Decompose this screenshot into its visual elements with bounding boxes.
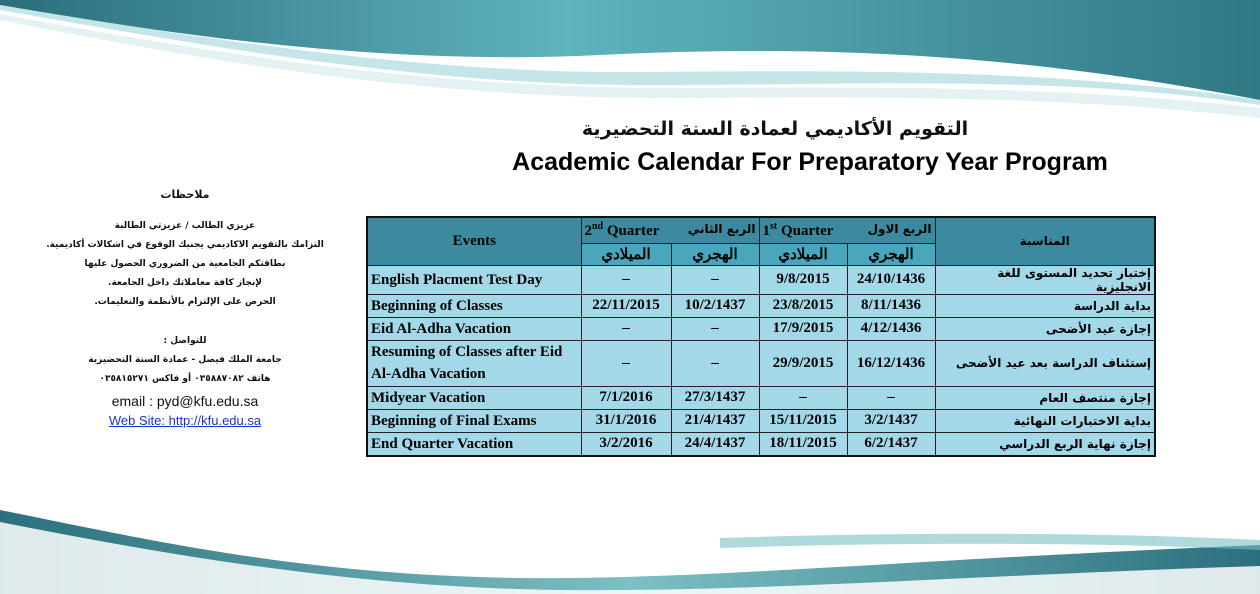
q1-hijri-cell: – — [847, 386, 935, 409]
note-line: بطاقتكم الجامعية من الضروري الحصول عليها — [84, 259, 286, 269]
table-row — [367, 265, 1155, 294]
q1-gregorian-cell: 17/9/2015 — [759, 317, 847, 340]
second-quarter-header: 2nd Quarter الربع الثاني — [581, 217, 759, 243]
note-line: الحرص على الإلتزام بالأنظمة والتعليمات. — [94, 297, 276, 307]
table-row — [367, 386, 1155, 409]
phone-fax: هاتف ٠٣٥٨٨٧٠٨٢ أو فاكس ٠٣٥٨١٥٢٧١ — [99, 374, 271, 384]
university-name: جامعة الملك فيصل - عمادة السنة التحضيرية — [88, 355, 282, 365]
occasion-header: المناسبة — [935, 217, 1155, 265]
q1-gregorian-header: الميلادي — [759, 243, 847, 265]
q2-hijri-cell: 27/3/1437 — [671, 386, 759, 409]
note-line: عزيزي الطالب / عزيزتي الطالبة — [114, 221, 256, 231]
q2-hijri-cell: – — [671, 317, 759, 340]
q1-hijri-header: الهجري — [847, 243, 935, 265]
table-row — [367, 317, 1155, 340]
q2-gregorian-cell: 7/1/2016 — [581, 386, 671, 409]
q1-hijri-cell: 8/11/1436 — [847, 294, 935, 317]
q1-gregorian-cell: 23/8/2015 — [759, 294, 847, 317]
q1-hijri-cell: 24/10/1436 — [847, 265, 935, 294]
q2-gregorian-cell: – — [581, 265, 671, 294]
table-row — [367, 432, 1155, 456]
q1-gregorian-cell: 18/11/2015 — [759, 432, 847, 456]
q2-gregorian-cell: – — [581, 340, 671, 386]
note-line: لإنجاز كافة معاملاتك داخل الجامعة. — [108, 278, 262, 288]
note-line: التزامك بالتقويم الاكاديمي يجنبك الوقوع في اشكالات أكاديمية. — [46, 240, 324, 250]
occasion-cell: إختبار تحديد المستوى للغة الانجليزية — [935, 265, 1155, 294]
occasion-cell: إجازة عيد الأضحى — [935, 317, 1155, 340]
q2-hijri-cell: 24/4/1437 — [671, 432, 759, 456]
academic-calendar-table — [366, 216, 1156, 457]
q1-gregorian-cell: 15/11/2015 — [759, 409, 847, 432]
occasion-cell: إستئناف الدراسة بعد عيد الأضحى — [935, 340, 1155, 386]
occasion-cell: بداية الاختبارات النهائية — [935, 409, 1155, 432]
q2-hijri-cell: – — [671, 265, 759, 294]
q2-gregorian-cell: 3/2/2016 — [581, 432, 671, 456]
q2-hijri-cell: – — [671, 340, 759, 386]
q1-gregorian-cell: – — [759, 386, 847, 409]
table-row — [367, 409, 1155, 432]
q2-gregorian-header: الميلادي — [581, 243, 671, 265]
q2-gregorian-cell: 22/11/2015 — [581, 294, 671, 317]
website-link[interactable]: Web Site: http://kfu.edu.sa — [108, 413, 262, 428]
event-cell: End Quarter Vacation — [367, 432, 581, 456]
q1-gregorian-cell: 29/9/2015 — [759, 340, 847, 386]
q2-gregorian-cell: 31/1/2016 — [581, 409, 671, 432]
event-cell: Beginning of Final Exams — [367, 409, 581, 432]
first-quarter-header: 1st Quarter الربع الاول — [759, 217, 935, 243]
title-english: Academic Calendar For Preparatory Year Program — [512, 148, 1108, 176]
occasion-cell: إجازة منتصف العام — [935, 386, 1155, 409]
event-cell: Eid Al-Adha Vacation — [367, 317, 581, 340]
event-cell: Midyear Vacation — [367, 386, 581, 409]
q2-gregorian-cell: – — [581, 317, 671, 340]
q1-hijri-cell: 6/2/1437 — [847, 432, 935, 456]
occasion-cell: بداية الدراسة — [935, 294, 1155, 317]
table-row — [367, 294, 1155, 317]
q2-hijri-cell: 10/2/1437 — [671, 294, 759, 317]
title-arabic: التقويم الأكاديمي لعمادة السنة التحضيرية — [581, 118, 969, 140]
occasion-cell: إجازة نهاية الربع الدراسي — [935, 432, 1155, 456]
q1-hijri-cell: 3/2/1437 — [847, 409, 935, 432]
event-cell: Resuming of Classes after Eid Al-Adha Vacation — [367, 340, 581, 386]
table-row — [367, 340, 1155, 386]
q1-gregorian-cell: 9/8/2015 — [759, 265, 847, 294]
event-cell: Beginning of Classes — [367, 294, 581, 317]
q2-hijri-header: الهجري — [671, 243, 759, 265]
q1-hijri-cell: 4/12/1436 — [847, 317, 935, 340]
q1-hijri-cell: 16/12/1436 — [847, 340, 935, 386]
events-header: Events — [367, 217, 581, 265]
q2-hijri-cell: 21/4/1437 — [671, 409, 759, 432]
notes-heading: ملاحظات — [160, 188, 210, 201]
email-address: email : pyd@kfu.edu.sa — [111, 393, 259, 409]
contact-heading: للتواصل : — [163, 336, 207, 346]
notes-panel — [40, 188, 330, 431]
event-cell: English Placment Test Day — [367, 265, 581, 294]
